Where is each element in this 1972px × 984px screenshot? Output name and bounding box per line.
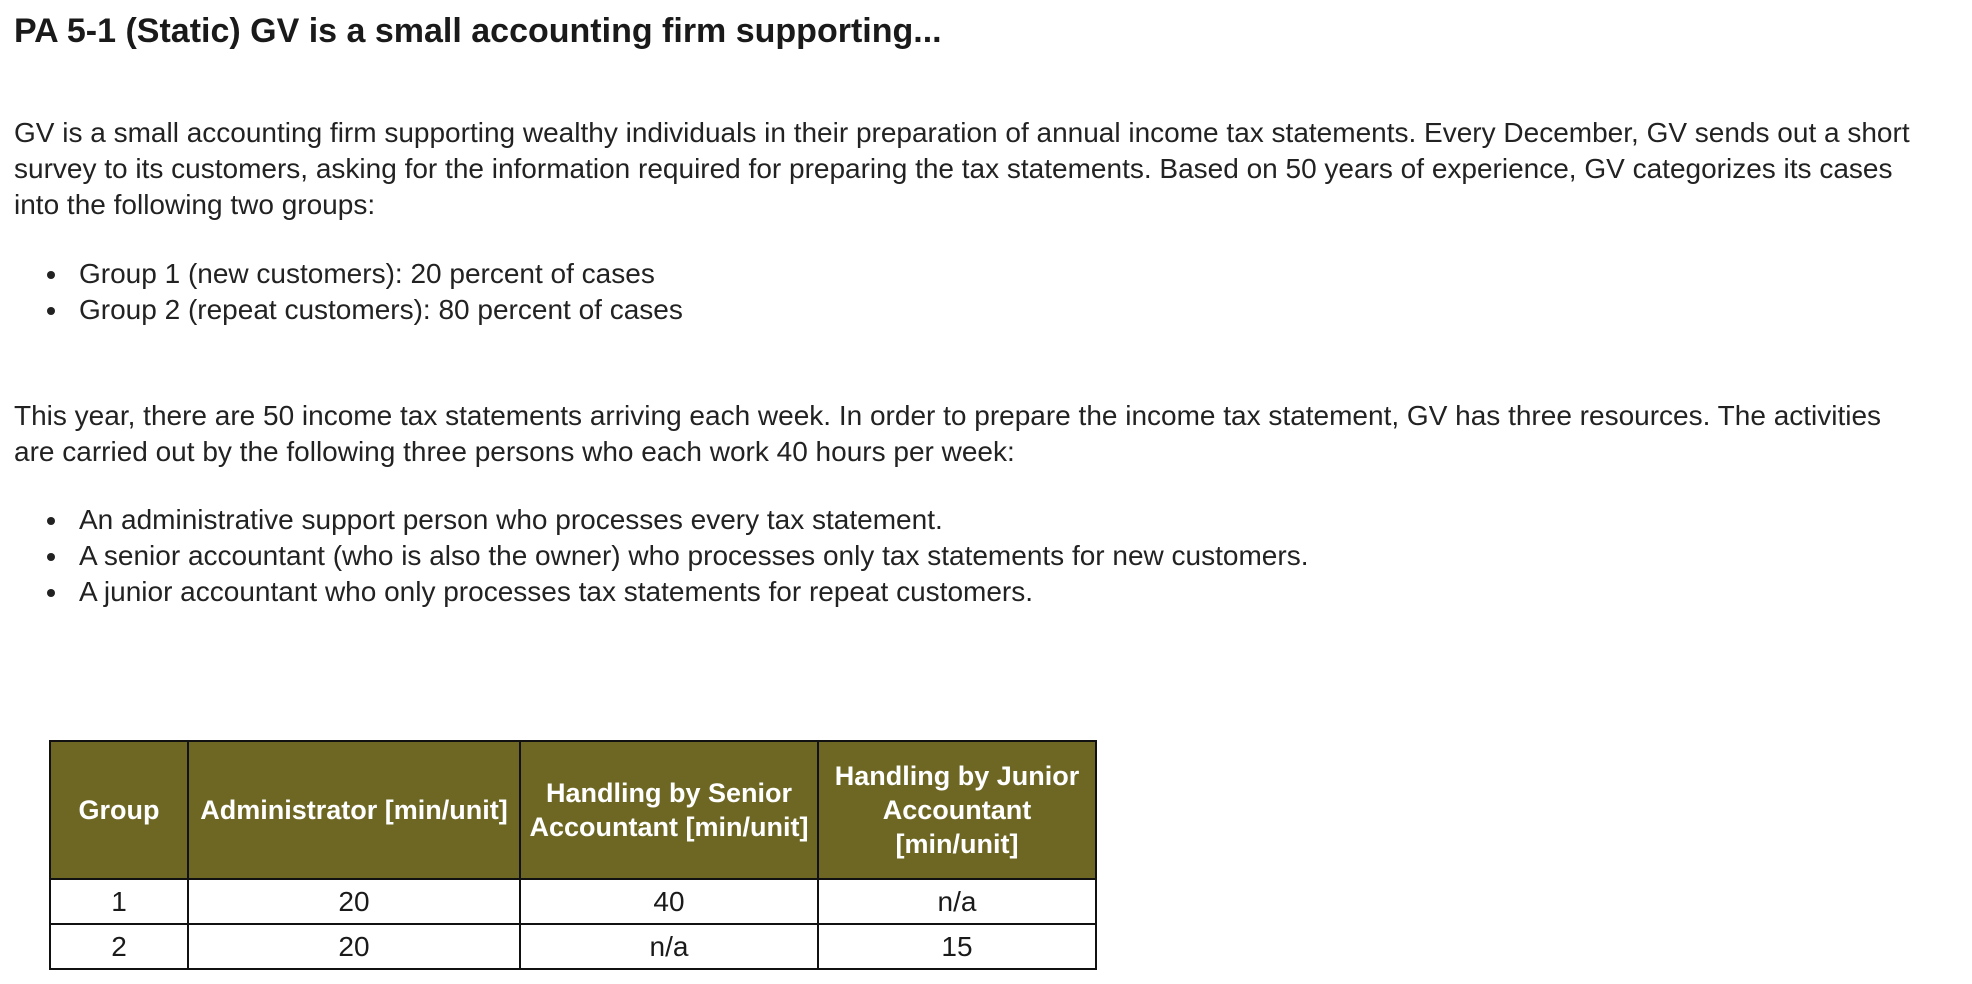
column-header-junior-accountant: Handling by Junior Accountant [min/unit]: [818, 741, 1096, 879]
column-header-administrator: Administrator [min/unit]: [188, 741, 520, 879]
processing-times-table: [49, 740, 1097, 970]
list-item-text: An administrative support person who processes every tax statement.: [79, 504, 943, 535]
bullet-icon: [47, 589, 55, 597]
groups-list: [14, 256, 683, 328]
table-row: [50, 924, 1096, 969]
problem-title: PA 5-1 (Static) GV is a small accounting firm supporting...: [14, 12, 942, 50]
table-cell: n/a: [818, 879, 1096, 924]
bullet-icon: [47, 553, 55, 561]
processing-times-table-wrapper: [49, 740, 1097, 970]
bullet-icon: [47, 307, 55, 315]
list-item-text: A senior accountant (who is also the owner) who processes only tax statements for new customers.: [79, 540, 1309, 571]
table-cell: 2: [50, 924, 188, 969]
resources-paragraph: This year, there are 50 income tax statements arriving each week. In order to prepare the income tax statement, GV has three resources. The activities are carried out by the following three persons who each work 40 hours per week:: [14, 400, 1882, 467]
table-row: [50, 879, 1096, 924]
table-cell: 1: [50, 879, 188, 924]
column-header-group: Group: [50, 741, 188, 879]
intro-paragraph: GV is a small accounting firm supporting wealthy individuals in their preparation of annual income tax statements. Every December, GV sends out a short survey to its customers, asking for the information required for preparing the tax statements. Based on 50 years of experience, GV categorizes its cases into the following two groups:: [14, 117, 1910, 220]
bullet-icon: [47, 517, 55, 525]
list-item: [14, 292, 683, 328]
list-item: [14, 574, 1308, 610]
bullet-icon: [47, 271, 55, 279]
persons-list: [14, 502, 1308, 610]
table-cell: 20: [188, 879, 520, 924]
column-header-senior-accountant: Handling by Senior Accountant [min/unit]: [520, 741, 818, 879]
table-cell: 40: [520, 879, 818, 924]
table-cell: 15: [818, 924, 1096, 969]
list-item: [14, 538, 1308, 574]
table-cell: n/a: [520, 924, 818, 969]
list-item-text: Group 2 (repeat customers): 80 percent of cases: [79, 294, 683, 325]
list-item-text: A junior accountant who only processes tax statements for repeat customers.: [79, 576, 1034, 607]
list-item: [14, 256, 683, 292]
table-header-row: [50, 741, 1096, 879]
list-item-text: Group 1 (new customers): 20 percent of cases: [79, 258, 655, 289]
table-cell: 20: [188, 924, 520, 969]
list-item: [14, 502, 1308, 538]
